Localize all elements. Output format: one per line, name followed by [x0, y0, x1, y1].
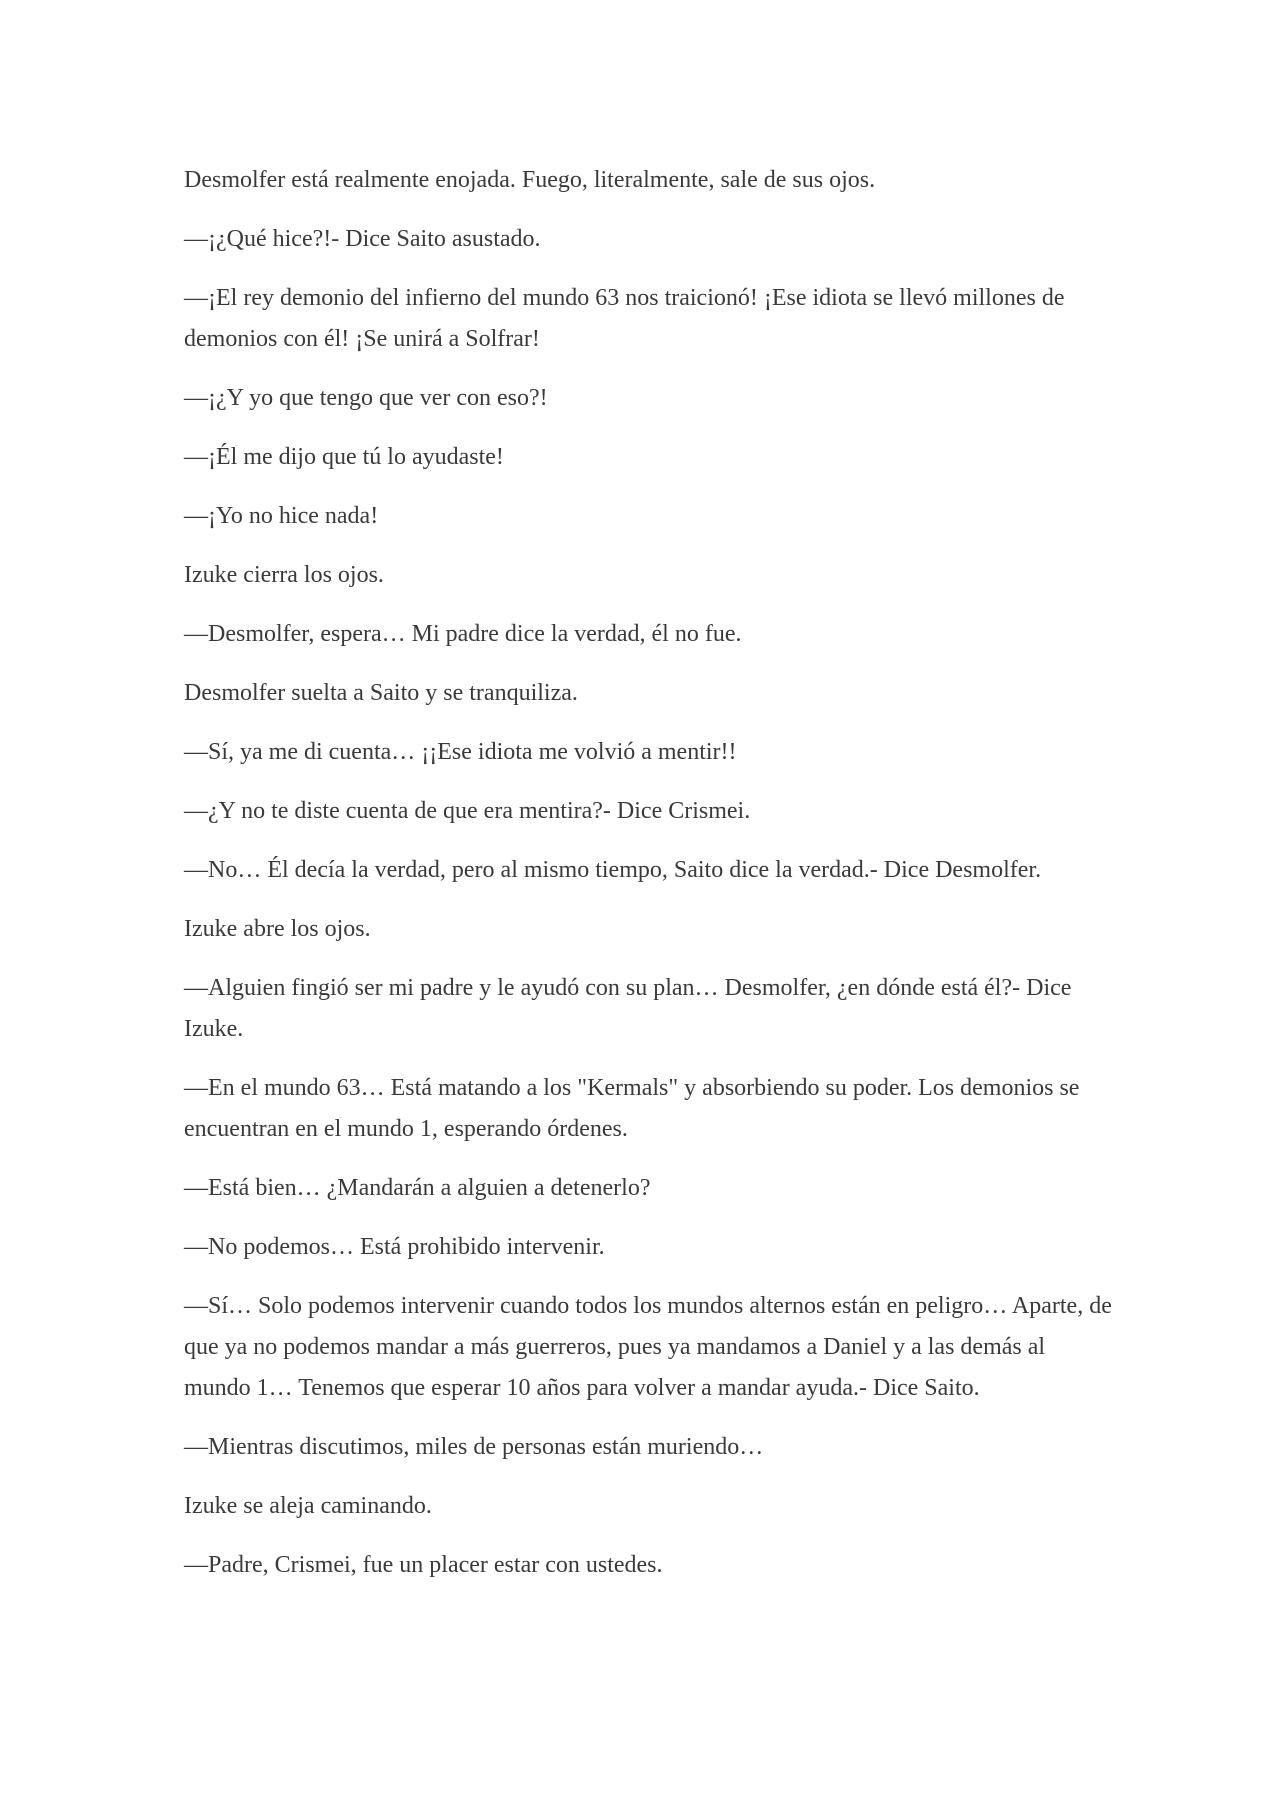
paragraph: Desmolfer está realmente enojada. Fuego, literalmente, sale de sus ojos.	[184, 167, 876, 193]
document-body	[184, 160, 1114, 1604]
paragraph: —¿Y no te diste cuenta de que era mentira?- Dice Crismei.	[184, 798, 751, 824]
paragraph: —No… Él decía la verdad, pero al mismo tiempo, Saito dice la verdad.- Dice Desmolfer.	[184, 857, 1042, 883]
paragraph: —En el mundo 63… Está matando a los "Kermals" y absorbiendo su poder. Los demonios se encuentran en el mundo 1, esperando órdenes.	[184, 1075, 1080, 1142]
paragraph: —Desmolfer, espera… Mi padre dice la verdad, él no fue.	[184, 621, 742, 647]
paragraph: —¡Él me dijo que tú lo ayudaste!	[184, 444, 504, 470]
paragraph: —Alguien fingió ser mi padre y le ayudó con su plan… Desmolfer, ¿en dónde está él?- Dice Izuke.	[184, 975, 1072, 1042]
paragraph: —¡¿Y yo que tengo que ver con eso?!	[184, 385, 548, 411]
paragraph: —¡¿Qué hice?!- Dice Saito asustado.	[184, 226, 541, 252]
paragraph: Desmolfer suelta a Saito y se tranquiliza.	[184, 680, 578, 706]
paragraph: —Está bien… ¿Mandarán a alguien a detenerlo?	[184, 1175, 651, 1201]
paragraph: —Sí, ya me di cuenta… ¡¡Ese idiota me volvió a mentir!!	[184, 739, 737, 765]
paragraph: —¡Yo no hice nada!	[184, 503, 379, 529]
paragraph: Izuke abre los ojos.	[184, 916, 371, 942]
paragraph: —Mientras discutimos, miles de personas están muriendo…	[184, 1434, 764, 1460]
paragraph: Izuke se aleja caminando.	[184, 1493, 432, 1519]
paragraph: —¡El rey demonio del infierno del mundo 63 nos traicionó! ¡Ese idiota se llevó millones de demonios con él! ¡Se unirá a Solfrar!	[184, 285, 1065, 352]
paragraph: Izuke cierra los ojos.	[184, 562, 384, 588]
paragraph: —No podemos… Está prohibido intervenir.	[184, 1234, 605, 1260]
paragraph: —Padre, Crismei, fue un placer estar con ustedes.	[184, 1552, 663, 1578]
paragraph: —Sí… Solo podemos intervenir cuando todos los mundos alternos están en peligro… Aparte, de que ya no podemos mandar a más guerreros, pues ya mandamos a Daniel y a las demás al mundo 1… Tenemos que esperar 10 años para volver a mandar ayuda.- Dice Saito.	[184, 1293, 1112, 1401]
